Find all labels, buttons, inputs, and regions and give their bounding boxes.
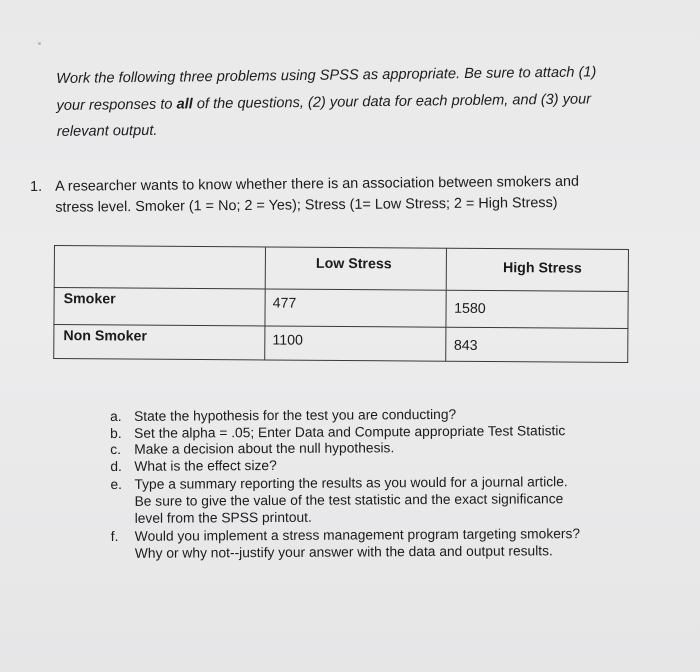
- instructions-line-2-start: your responses to: [56, 96, 177, 114]
- subpart-line: Set the alpha = .05; Enter Data and Compute appropriate Test Statistic: [134, 422, 566, 441]
- subpart-letter: e.: [110, 477, 123, 493]
- row-label-cell: [54, 288, 265, 326]
- value-smoker-high: 1580: [454, 300, 486, 318]
- cell-nonsmoker-low: [265, 326, 446, 361]
- paper-speck: [38, 42, 41, 45]
- subpart-line: Would you implement a stress management program targeting smokers?: [134, 526, 581, 545]
- instructions-paragraph: [56, 59, 657, 146]
- row-label-smoker: Smoker: [63, 291, 116, 308]
- subpart-d: [110, 456, 610, 476]
- subpart-line: What is the effect size?: [134, 457, 277, 474]
- problem-1-line-1: A researcher wants to know whether there is an association between smokers and: [55, 173, 580, 195]
- table-row: [54, 325, 628, 363]
- problem-1-number: 1.: [30, 178, 43, 195]
- problem-1: [30, 171, 640, 219]
- subpart-line: State the hypothesis for the test you are conducting?: [133, 406, 457, 424]
- low-stress-header: Low Stress: [315, 255, 392, 273]
- row-label-non-smoker: Non Smoker: [63, 328, 147, 345]
- subpart-e: [110, 474, 610, 527]
- subpart-letter: b.: [110, 425, 122, 441]
- value-smoker-low: 477: [272, 295, 297, 312]
- cell-smoker-low: [265, 289, 446, 327]
- subpart-f: [111, 526, 611, 562]
- instructions-all-emphasis: all: [176, 95, 193, 113]
- value-nonsmoker-low: 1100: [272, 332, 303, 349]
- high-stress-header: High Stress: [502, 260, 582, 277]
- subparts-list: [110, 406, 611, 562]
- subpart-letter: f.: [110, 529, 119, 545]
- subpart-line: Be sure to give the value of the test statistic and the exact significance: [134, 491, 564, 509]
- subpart-letter: a.: [110, 408, 122, 424]
- subpart-line: Type a summary reporting the results as you would for a journal article.: [134, 474, 568, 493]
- row-label-cell: [54, 325, 265, 360]
- instructions-line-3: relevant output.: [56, 122, 158, 140]
- subpart-line: Make a decision about the null hypothesis.: [134, 440, 395, 458]
- cell-nonsmoker-high: [445, 327, 628, 362]
- table-header-low-stress: [265, 247, 446, 290]
- table-header-empty: [54, 246, 265, 289]
- table-header-high-stress: [446, 248, 629, 291]
- problem-1-text: [55, 171, 640, 219]
- cell-smoker-high: [445, 290, 628, 328]
- value-nonsmoker-high: 843: [453, 337, 478, 354]
- subpart-line: Why or why not--justify your answer with the data and output results.: [134, 543, 553, 561]
- subpart-letter: d.: [110, 458, 122, 474]
- problem-1-line-2: stress level. Smoker (1 = No; 2 = Yes); Stress (1= Low Stress; 2 = High Stress): [55, 194, 558, 216]
- contingency-table: [53, 245, 629, 363]
- subpart-line: level from the SPSS printout.: [134, 509, 312, 526]
- instructions-line-2-end: of the questions, (2) your data for each problem, and (3) your: [192, 90, 592, 112]
- subpart-letter: c.: [110, 442, 122, 458]
- instructions-line-1: Work the following three problems using SPSS as appropriate. Be sure to attach (1): [56, 64, 597, 87]
- table-header-row: [54, 246, 628, 292]
- table-row: [54, 288, 628, 329]
